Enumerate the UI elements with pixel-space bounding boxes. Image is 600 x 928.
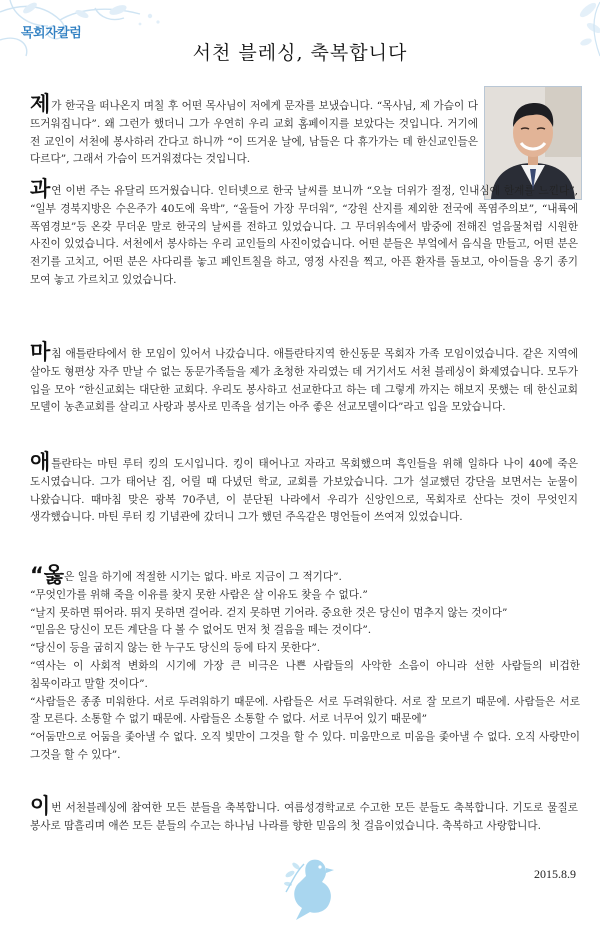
quote-item: “당신이 등을 굽히지 않는 한 누구도 당신의 등에 타지 못한다”. — [30, 642, 321, 655]
page-title: 서천 블레싱, 축복합니다 — [192, 42, 408, 64]
paragraph-text: 번 서천블레싱에 참여한 모든 분들을 축복합니다. 여름성경학교로 수고한 모든 분들도 축복합니다. 기도로 물질로 봉사로 땀흘리며 애쓴 모든 분들의 수고는 하나님 나라를 향한 믿음의 첫 걸음이었습니다. 축복하고 사랑합니다. — [30, 802, 578, 832]
drop-cap: 이 — [30, 794, 51, 818]
paragraph-2 — [30, 177, 578, 290]
paragraph-text: 가 한국을 떠나온지 며칠 후 어떤 목사님이 저에게 문자를 보냈습니다. “목사님, 제 가슴이 다 뜨거워집니다”. 왜 그런가 했더니 그가 우연히 우리 교회 홈페이지를 보았다는 것입니다. 거기에 전 교인이 서천에 봉사하러 간다고 하니까 “이 뜨거운 날에, 남들은 다 휴가가는 데 한신교인들은 다르다”, 그래서 가슴이 뜨거워졌다는 것입니다. — [30, 100, 478, 166]
quote-item — [30, 563, 580, 587]
paragraph-3 — [30, 340, 578, 417]
date-text: 2015.8.9 — [534, 867, 576, 881]
drop-cap: 과 — [30, 177, 51, 201]
quote-item: “역사는 이 사회적 변화의 시기에 가장 큰 비극은 나쁜 사람들의 사악한 소음이 아니라 선한 사람들의 비겁한 침묵이라고 말할 것이다”. — [30, 659, 580, 690]
quote-item: “믿음은 당신이 모든 계단을 다 볼 수 없어도 먼저 첫 걸음을 떼는 것이다”. — [30, 624, 372, 637]
drop-cap: 제 — [30, 92, 51, 116]
quote-item: “사람들은 종종 미워한다. 서로 두려워하기 때문에. 사람들은 서로 두려워한다. 서로 잘 모르기 때문에. 사람들은 서로 잘 모른다. 소통할 수 없기 때문에. 사람들은 소통할 수 없다. 서로 너무어 있기 때문에” — [30, 695, 580, 726]
quote-text: 은 일을 하기에 적절한 시기는 없다. 바로 지금이 그 적기다”. — [64, 571, 342, 583]
quote-item: “어둠만으로 어둠을 좇아낼 수 없다. 오직 빛만이 그것을 할 수 있다. 미움만으로 미움을 좇아낼 수 없다. 오직 사랑만이 그것을 할 수 있다”. — [30, 731, 580, 761]
column-tag: 목회자칼럼 — [21, 26, 82, 41]
drop-cap: 마 — [30, 340, 51, 364]
paragraph-1 — [30, 92, 478, 169]
quote-item: “날지 못하면 뛰어라. 뛰지 못하면 걸어라. 걷지 못하면 기어라. 중요한 것은 당신이 멈추지 않는 것이다” — [30, 606, 508, 619]
quote-list — [30, 563, 580, 765]
closing-paragraph — [30, 794, 578, 836]
drop-cap: 애 — [30, 450, 51, 474]
bird-icon — [282, 852, 340, 922]
drop-cap: “옳 — [30, 563, 65, 587]
paragraph-4 — [30, 450, 578, 527]
quote-item: “무엇인가를 위해 죽을 이유를 찾지 못한 사람은 살 이유도 찾을 수 없다.” — [30, 588, 368, 601]
paragraph-text: 침 애틀란타에서 한 모임이 있어서 나갔습니다. 애틀란타지역 한신동문 목회자 가족 모임이었습니다. 같은 지역에 살아도 형편상 자주 만날 수 없는 동문가족들을 제가 초청한 자리였는 데 거기서도 서천 블레싱이 화제였습니다. 모두가 입을 모아 “한신교회는 대단한 교회다. 우리도 봉사하고 선교한다고 하는 데 그렇게 까지는 해보지 못했는 데 한신교회 모델이 농촌교회를 살리고 사랑과 봉사로 민족을 섬기는 아주 좋은 선교모델이다”라고 입을 모았습니다. — [30, 348, 578, 414]
paragraph-text: 틀란타는 마틴 루터 킹의 도시입니다. 킹이 태어나고 자라고 목회했으며 흑인들을 위해 일하다 나이 40에 죽은 도시였습니다. 그가 태어난 집, 어릴 때 다녔던 학교, 교회를 가보았습니다. 그가 설교했던 강단을 보면서는 눈물이 나왔습니다. 때마침 맞은 광복 70주년, 이 분단된 나라에서 우리가 신앙인으로, 목회자로 산다는 것이 무엇인지 생각했습니다. 마틴 루터 킹 기념관에 갔더니 그가 했던 주옥같은 명언들이 쓰여져 있었습니다. — [30, 458, 578, 524]
paragraph-text: 연 이번 주는 유달리 뜨거웠습니다. 인터넷으로 한국 날씨를 보니까 “오늘 더위가 절정, 인내심에 한계를 느낀다”, “일부 경북지방은 수은주가 40도에 육박”, “올들어 가장 무더워”, “강원 산지를 제외한 전국에 폭염주의보”, “내륙에 폭염경보”등 온갖 무더운 말로 한국의 날씨를 전하고 있었습니다. 그 무더위속에서 밤중에 전해진 얼음물처럼 시원한 사진이 있었습니다. 서천에서 봉사하는 우리 교인들의 사진이었습니다. 어떤 분들은 부엌에서 음식을 만들고, 어떤 분은 전기를 고치고, 어떤 분은 사다리를 놓고 페인트칠을 하고, 영정 사진을 찍고, 아픈 환자를 돌보고, 아이들을 옹기 종기 모여 놓고 가르치고 있었습니다. — [30, 185, 578, 286]
